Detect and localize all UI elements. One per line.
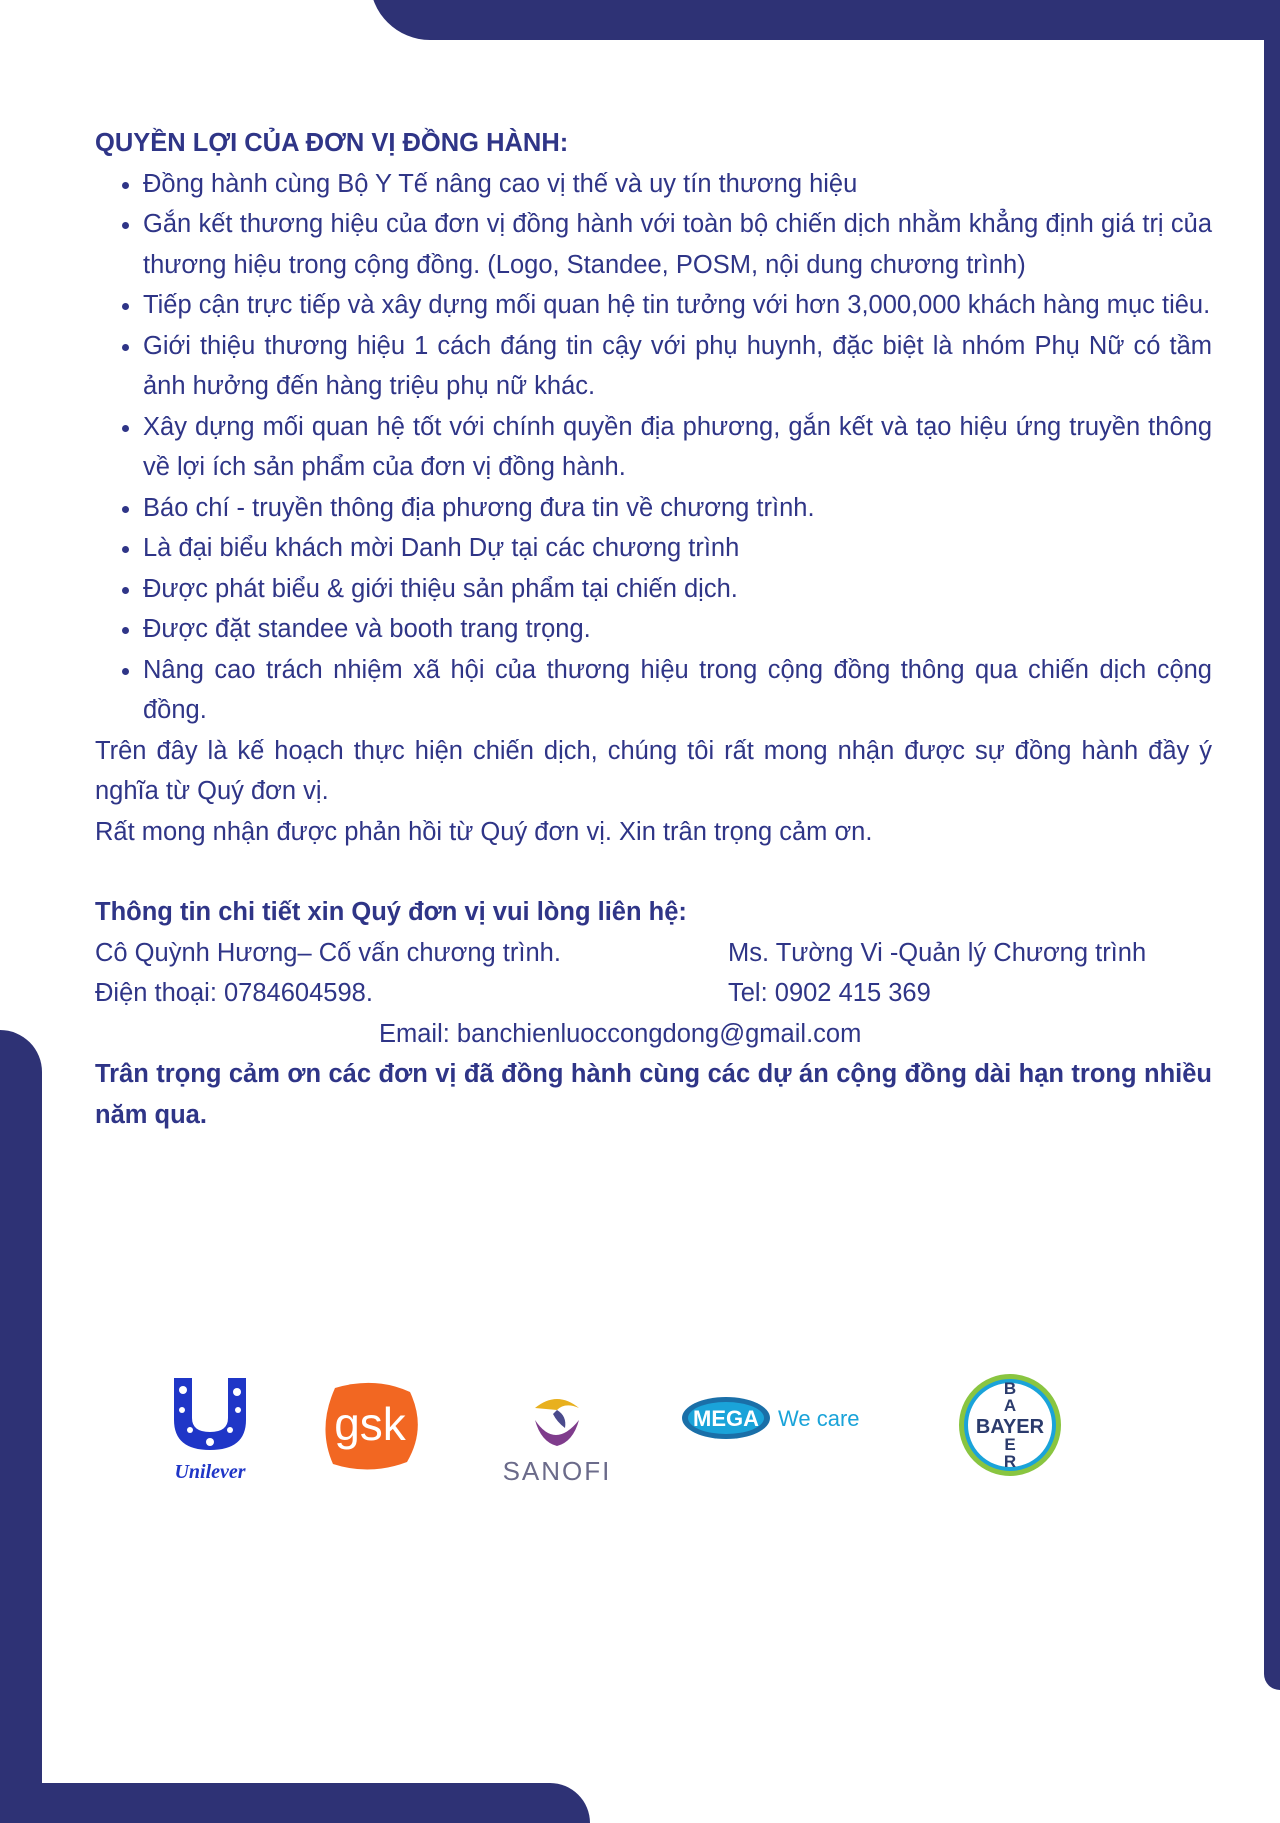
closing-paragraph: Trên đây là kế hoạch thực hiện chiến dịch, chúng tôi rất mong nhận được sự đồng hành đầy ý nghĩa từ Quý đơn vị. — [95, 736, 1212, 805]
benefit-item: • Gắn kết thương hiệu của đơn vị đồng hành với toàn bộ chiến dịch nhằm khẳng định giá trị của thương hiệu trong cộng đồng. (Logo, Standee, POSM, nội dung chương trình) — [143, 204, 1212, 285]
document-body — [95, 123, 1212, 1135]
closing-paragraph-2: Rất mong nhận được phản hồi từ Quý đơn vị. Xin trân trọng cảm ơn. — [95, 817, 873, 846]
unilever-logo — [160, 1370, 260, 1490]
contact-heading: Thông tin chi tiết xin Quý đơn vị vui lòng liên hệ: — [95, 898, 687, 926]
contact-phones-row — [95, 973, 1212, 1014]
benefit-item: • Báo chí - truyền thông địa phương đưa tin về chương trình. — [143, 488, 1212, 529]
sanofi-wordmark: SANOFI — [502, 1456, 612, 1486]
unilever-wordmark: Unilever — [174, 1461, 246, 1483]
svg-text:B: B — [1003, 1379, 1017, 1398]
svg-text:A: A — [1003, 1396, 1017, 1415]
thanks-note: Trân trọng cảm ơn các đơn vị đã đồng hành cùng các dự án cộng đồng dài hạn trong nhiều năm qua. — [95, 1060, 1212, 1129]
contact-left-name: Cô Quỳnh Hương– Cố vấn chương trình. — [95, 938, 561, 967]
contact-right-phone[interactable]: Tel: 0902 415 369 — [728, 979, 931, 1007]
frame-top-band — [370, 0, 1280, 40]
sanofi-logo — [495, 1380, 620, 1490]
mega-wordmark: MEGA — [693, 1406, 759, 1431]
benefit-item: • Tiếp cận trực tiếp và xây dựng mối quan hệ tin tưởng với hơn 3,000,000 khách hàng mục tiêu. — [143, 285, 1212, 326]
mega-logo — [680, 1388, 870, 1448]
gsk-wordmark: gsk — [334, 1398, 406, 1450]
contact-email[interactable]: Email: banchienluoccongdong@gmail.com — [379, 1019, 862, 1048]
benefit-item: • Đồng hành cùng Bộ Y Tế nâng cao vị thế và uy tín thương hiệu — [143, 164, 1212, 205]
benefits-list — [95, 164, 1212, 731]
contact-left-phone[interactable]: Điện thoại: 0784604598. — [95, 979, 373, 1007]
benefit-item: • Giới thiệu thương hiệu 1 cách đáng tin cậy với phụ huynh, đặc biệt là nhóm Phụ Nữ có tầm ảnh hưởng đến hàng triệu phụ nữ khác. — [143, 326, 1212, 407]
gsk-logo — [315, 1378, 425, 1478]
benefit-item: • Được đặt standee và booth trang trọng. — [143, 609, 1212, 650]
mega-tagline: We care — [778, 1406, 860, 1431]
contact-right-name: Ms. Tường Vi -Quản lý Chương trình — [728, 938, 1147, 967]
benefits-heading: QUYỀN LỢI CỦA ĐƠN VỊ ĐỒNG HÀNH: — [95, 129, 569, 157]
benefit-item: • Xây dựng mối quan hệ tốt với chính quyền địa phương, gắn kết và tạo hiệu ứng truyền thông về lợi ích sản phẩm của đơn vị đồng hành. — [143, 407, 1212, 488]
contact-names-row — [95, 933, 1212, 974]
benefit-item: • Được phát biểu & giới thiệu sản phẩm tại chiến dịch. — [143, 569, 1212, 610]
benefit-item: • Nâng cao trách nhiệm xã hội của thương hiệu trong cộng đồng thông qua chiến dịch cộng đồng. — [143, 650, 1212, 731]
bayer-wordmark: BAYER — [975, 1416, 1045, 1438]
bayer-logo — [955, 1370, 1065, 1480]
partner-logos — [0, 1370, 1280, 1490]
frame-bottom-band — [0, 1783, 590, 1823]
svg-text:E: E — [1004, 1435, 1016, 1454]
svg-text:R: R — [1003, 1452, 1017, 1471]
benefit-item: • Là đại biểu khách mời Danh Dự tại các chương trình — [143, 528, 1212, 569]
